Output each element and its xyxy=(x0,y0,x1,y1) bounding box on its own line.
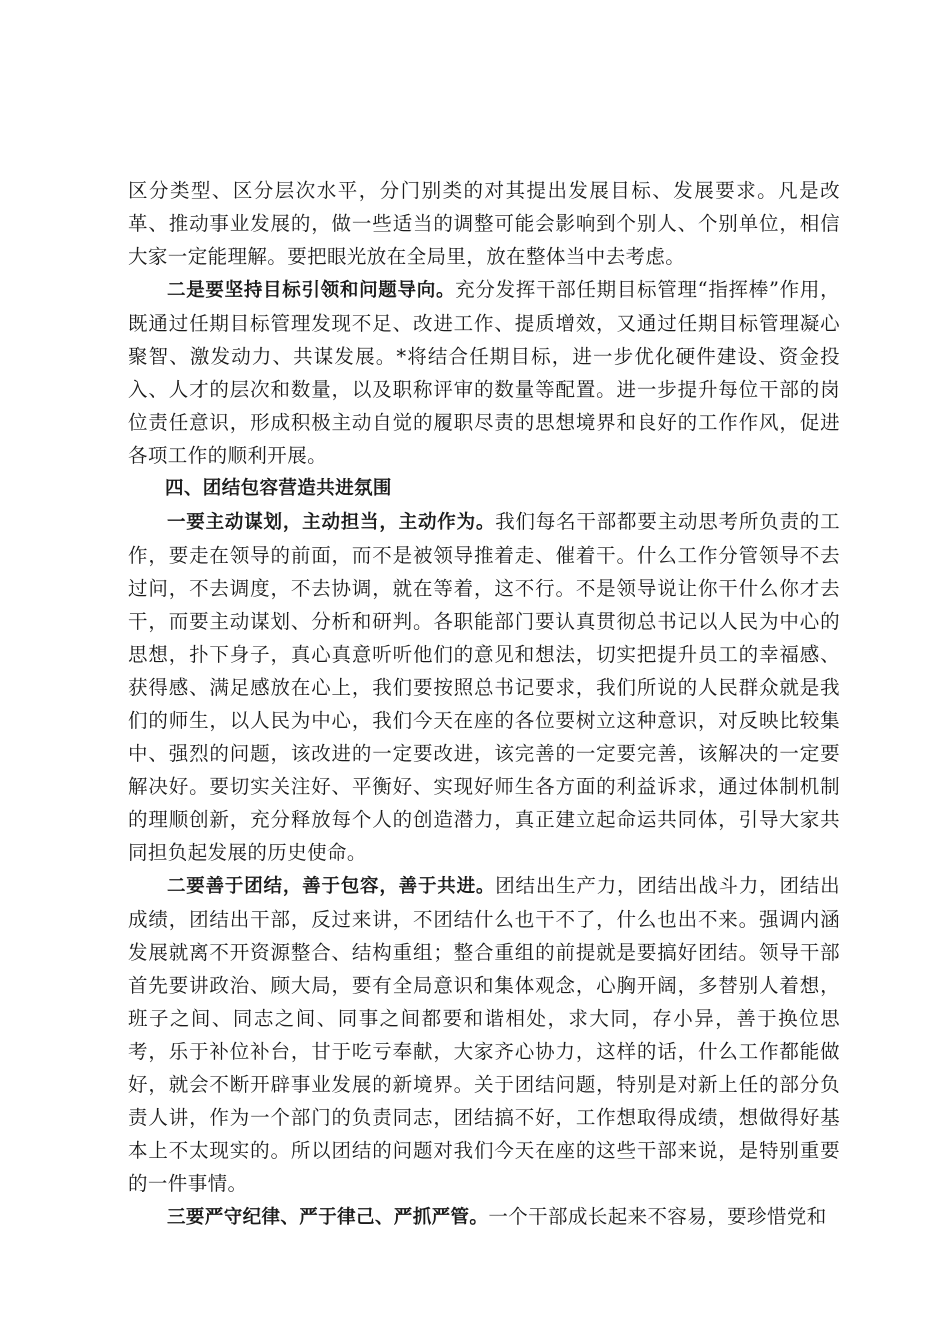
paragraph-2-lead: 二是要坚持目标引领和问题导向。 xyxy=(167,280,456,301)
document-body xyxy=(128,174,840,1234)
paragraph-4-text: 团结出生产力，团结出战斗力，团结出成绩，团结出干部，反过来讲，不团结什么也干不了，什么也出不来。强调内涵发展就离不开资源整合、结构重组；整合重组的前提就是要搞好团结。领导干部首先要讲政治、顾大局，要有全局意识和集体观念，心胸开阔，多替别人着想，班子之间、同志之间、同事之间都要和谐相处，求大同，存小异，善于换位思考，乐于补位补台，甘于吃亏奉献，大家齐心协力，这样的话，什么工作都能做好，就会不断开辟事业发展的新境界。关于团结问题，特别是对新上任的部分负责人讲，作为一个部门的负责同志，团结搞不好，工作想取得成绩，想做得好基本上不太现实的。所以团结的问题对我们今天在座的这些干部来说，是特别重要的一件事情。 xyxy=(128,874,840,1195)
paragraph-1-text: 区分类型、区分层次水平，分门别类的对其提出发展目标、发展要求。凡是改革、推动事业发展的，做一些适当的调整可能会影响到个别人、个别单位，相信大家一定能理解。要把眼光放在全局里，放在整体当中去考虑。 xyxy=(128,179,840,268)
paragraph-4 xyxy=(128,869,840,1200)
paragraph-2-text: 充分发挥干部任期目标管理“指挥棒”作用，既通过任期目标管理发现不足、改进工作、提质增效，又通过任期目标管理凝心聚智、激发动力、共谋发展。*将结合任期目标，进一步优化硬件建设、资金投入、人才的层次和数量，以及职称评审的数量等配置。进一步提升每位干部的岗位责任意识，形成积极主动自觉的履职尽责的思想境界和良好的工作作风，促进各项工作的顺利开展。 xyxy=(128,278,840,467)
paragraph-3-text: 我们每名干部都要主动思考所负责的工作，要走在领导的前面，而不是被领导推着走、催着干。什么工作分管领导不去过问，不去调度，不去协调，就在等着，这不行。不是领导说让你干什么你才去干，而要主动谋划、分析和研判。各职能部门要认真贯彻总书记以人民为中心的思想，扑下身子，真心真意听听他们的意见和想法，切实把提升员工的幸福感、获得感、满足感放在心上，我们要按照总书记要求，我们所说的人民群众就是我们的师生，以人民为中心，我们今天在座的各位要树立这种意识，对反映比较集中、强烈的问题，该改进的一定要改进，该完善的一定要完善，该解决的一定要解决好。要切实关注好、平衡好、实现好师生各方面的利益诉求，通过体制机制的理顺创新，充分释放每个人的创造潜力，真正建立起命运共同体，引导大家共同担负起发展的历史使命。 xyxy=(128,510,840,864)
paragraph-3 xyxy=(128,505,840,869)
paragraph-3-lead: 一要主动谋划，主动担当，主动作为。 xyxy=(167,512,496,533)
paragraph-5-lead: 三要严守纪律、严于律己、严抓严管。 xyxy=(167,1207,489,1228)
section-heading: 四、团结包容营造共进氛围 xyxy=(165,478,392,499)
paragraph-5-text: 一个干部成长起来不容易，要珍惜党和 xyxy=(488,1205,827,1228)
paragraph-5 xyxy=(128,1200,840,1234)
paragraph-1 xyxy=(128,174,840,273)
paragraph-2 xyxy=(128,273,840,472)
paragraph-4-lead: 二要善于团结，善于包容，善于共进。 xyxy=(167,876,496,897)
